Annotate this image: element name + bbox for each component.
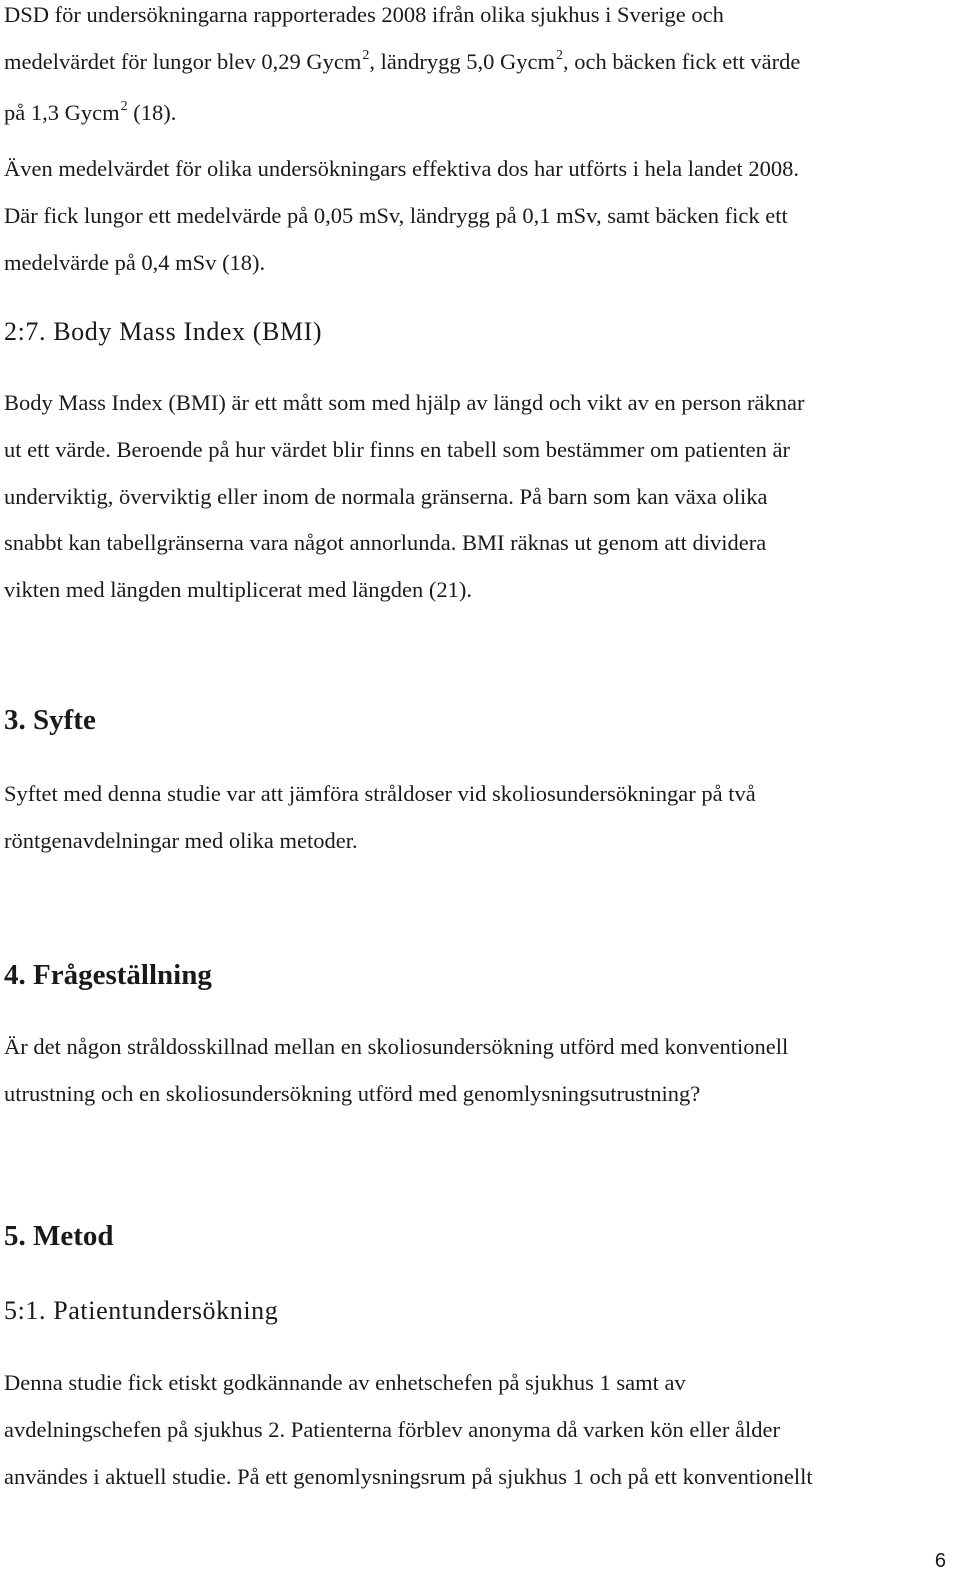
- text-line: utrustning och en skoliosundersökning utförd med genomlysningsutrustning?: [4, 1080, 701, 1106]
- text-line: Även medelvärdet för olika undersökningars effektiva dos har utförts i hela landet 2008.: [4, 156, 799, 181]
- paragraph-bmi: [4, 380, 950, 614]
- text-line: Där fick lungor ett medelvärde på 0,05 mSv, ländrygg på 0,1 mSv, samt bäcken fick ett: [4, 202, 788, 228]
- text-line: avdelningschefen på sjukhus 2. Patienterna förblev anonyma då varken kön eller ålder: [4, 1416, 780, 1442]
- text-line: röntgenavdelningar med olika metoder.: [4, 827, 358, 853]
- text-line: Denna studie fick etiskt godkännande av enhetschefen på sjukhus 1 samt av: [4, 1370, 686, 1395]
- text-line: på 1,3 Gycm$^2$ (18).: [4, 98, 177, 125]
- text-line: användes i aktuell studie. På ett genomlysningsrum på sjukhus 1 och på ett konventionellt: [4, 1463, 813, 1489]
- text-line: medelvärde på 0,4 mSv (18).: [4, 249, 266, 275]
- heading-patientundersokning: 5:1. Patientundersökning: [4, 1296, 279, 1325]
- paragraph-syfte: [4, 771, 950, 865]
- paragraph-effektiv-dos: [4, 146, 950, 286]
- text-line: underviktig, överviktig eller inom de normala gränserna. På barn som kan växa olika: [4, 483, 768, 509]
- text-line: Är det någon stråldosskillnad mellan en skoliosundersökning utförd med konventionell: [4, 1034, 789, 1059]
- paragraph-patientundersokning: [4, 1360, 950, 1500]
- superscript: 2: [556, 47, 563, 63]
- heading-fragestallning: 4. Frågeställning: [4, 959, 212, 991]
- text-line: DSD för undersökningarna rapporterades 2008 ifrån olika sjukhus i Sverige och: [4, 2, 724, 27]
- page-number: 6: [934, 1550, 946, 1572]
- heading-bmi: 2:7. Body Mass Index (BMI): [4, 317, 323, 346]
- paragraph-dsd: [4, 0, 950, 140]
- text-line: medelvärdet för lungor blev 0,29 Gycm$^2$, ländrygg 5,0 Gycm$^2$, och bäcken fick ett värde: [4, 47, 801, 74]
- heading-syfte: 3. Syfte: [4, 704, 96, 736]
- text-line: Body Mass Index (BMI) är ett mått som med hjälp av längd och vikt av en person räknar: [4, 390, 805, 415]
- paragraph-fragestallning: [4, 1024, 950, 1118]
- text-line: snabbt kan tabellgränserna vara något annorlunda. BMI räknas ut genom att dividera: [4, 530, 767, 556]
- superscript: 2: [362, 47, 370, 63]
- heading-metod: 5. Metod: [4, 1220, 114, 1252]
- superscript: 2: [120, 98, 128, 114]
- text-line: ut ett värde. Beroende på hur värdet blir finns en tabell som bestämmer om patienten är: [4, 436, 790, 462]
- text-line: vikten med längden multiplicerat med längden (21).: [4, 577, 472, 603]
- text-line: Syftet med denna studie var att jämföra stråldoser vid skoliosundersökningar på två: [4, 781, 756, 806]
- document-page: [4, 0, 950, 1582]
